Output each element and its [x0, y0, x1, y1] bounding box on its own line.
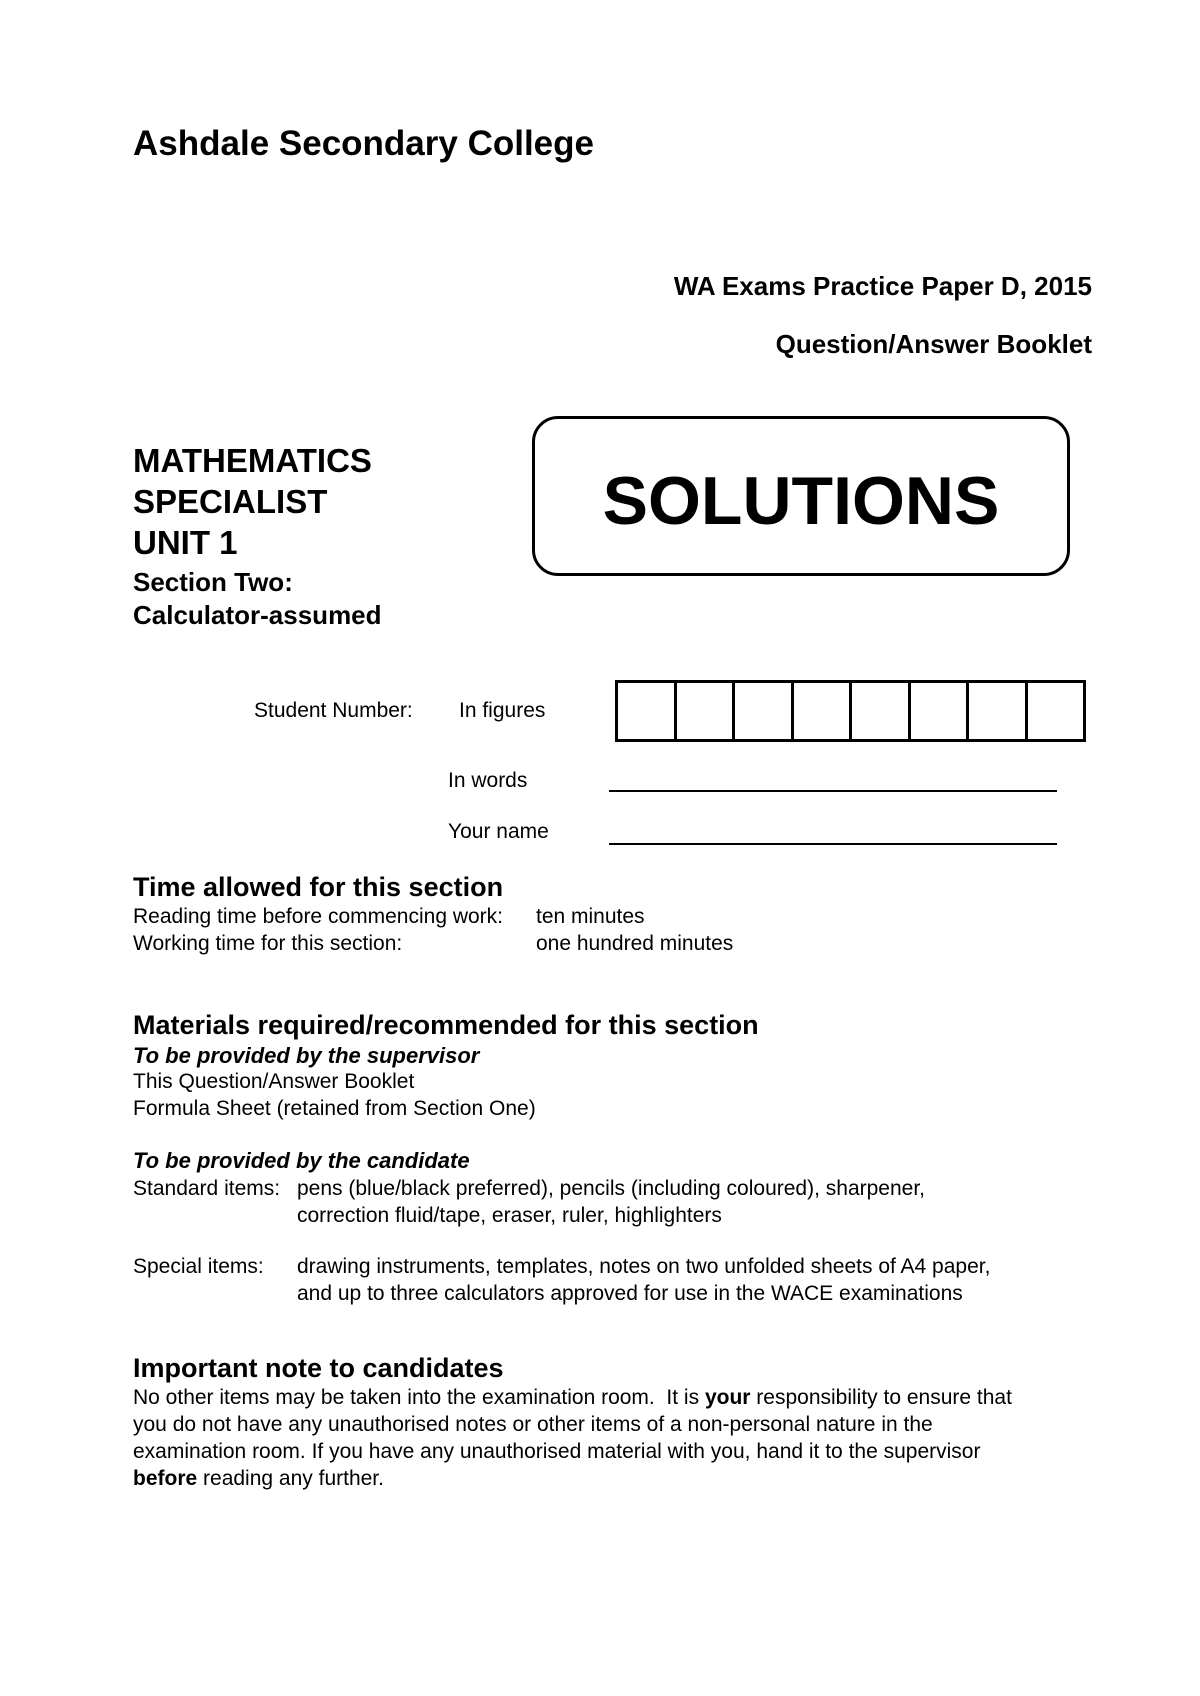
digit-box[interactable]: [735, 683, 794, 739]
reading-time-value: ten minutes: [536, 905, 645, 928]
subject-title: [133, 440, 372, 563]
working-time-label: Working time for this section:: [133, 932, 403, 955]
digit-box[interactable]: [911, 683, 970, 739]
digit-box[interactable]: [618, 683, 677, 739]
digit-box[interactable]: [1028, 683, 1084, 739]
note-emphasis: your: [704, 1386, 751, 1409]
your-name-label: Your name: [448, 820, 549, 843]
student-number-boxes[interactable]: [615, 680, 1086, 742]
section-line-2: Calculator-assumed: [133, 600, 382, 630]
subject-line-3: UNIT 1: [133, 524, 238, 561]
your-name-line[interactable]: [609, 843, 1057, 845]
digit-box[interactable]: [794, 683, 853, 739]
standard-items-label: Standard items:: [133, 1177, 281, 1200]
student-number-label: Student Number:: [254, 699, 413, 722]
standard-items-line-1: pens (blue/black preferred), pencils (including coloured), sharpener,: [297, 1177, 926, 1200]
digit-box[interactable]: [852, 683, 911, 739]
important-note-heading: Important note to candidates: [133, 1353, 504, 1383]
digit-box[interactable]: [969, 683, 1028, 739]
subject-line-2: SPECIALIST: [133, 483, 328, 520]
special-items-label: Special items:: [133, 1255, 264, 1278]
note-text: responsibility to ensure that: [750, 1386, 1012, 1409]
in-words-label: In words: [448, 769, 528, 792]
special-items-line-1: drawing instruments, templates, notes on two unfolded sheets of A4 paper,: [297, 1255, 991, 1278]
section-line-1: Section Two:: [133, 567, 293, 597]
supervisor-item: This Question/Answer Booklet: [133, 1070, 415, 1093]
note-line-2: you do not have any unauthorised notes or other items of a non-personal nature in the: [133, 1413, 933, 1436]
working-time-value: one hundred minutes: [536, 932, 734, 955]
note-line-4: [133, 1467, 384, 1491]
reading-time-label: Reading time before commencing work:: [133, 905, 504, 928]
candidate-heading: To be provided by the candidate: [133, 1148, 470, 1173]
paper-title: WA Exams Practice Paper D, 2015: [673, 271, 1092, 301]
supervisor-item: Formula Sheet (retained from Section One): [133, 1097, 536, 1120]
solutions-label: SOLUTIONS: [602, 463, 1000, 539]
in-figures-label: In figures: [459, 699, 546, 722]
digit-box[interactable]: [677, 683, 736, 739]
note-text: No other items may be taken into the examination room. It is: [133, 1386, 705, 1409]
materials-heading: Materials required/recommended for this section: [133, 1010, 759, 1040]
note-line-3: examination room. If you have any unauthorised material with you, hand it to the supervisor: [133, 1440, 981, 1463]
note-emphasis: before: [133, 1467, 198, 1490]
note-line-1: [133, 1386, 1012, 1410]
in-words-line[interactable]: [609, 790, 1057, 792]
booklet-type: Question/Answer Booklet: [775, 329, 1092, 359]
section-name: [133, 566, 382, 632]
standard-items-line-2: correction fluid/tape, eraser, ruler, highlighters: [297, 1204, 722, 1227]
subject-line-1: MATHEMATICS: [133, 442, 372, 479]
note-text: reading any further.: [197, 1467, 384, 1490]
time-heading: Time allowed for this section: [133, 872, 504, 902]
supervisor-heading: To be provided by the supervisor: [133, 1043, 480, 1068]
college-name: Ashdale Secondary College: [133, 124, 594, 163]
special-items-line-2: and up to three calculators approved for use in the WACE examinations: [297, 1282, 963, 1305]
